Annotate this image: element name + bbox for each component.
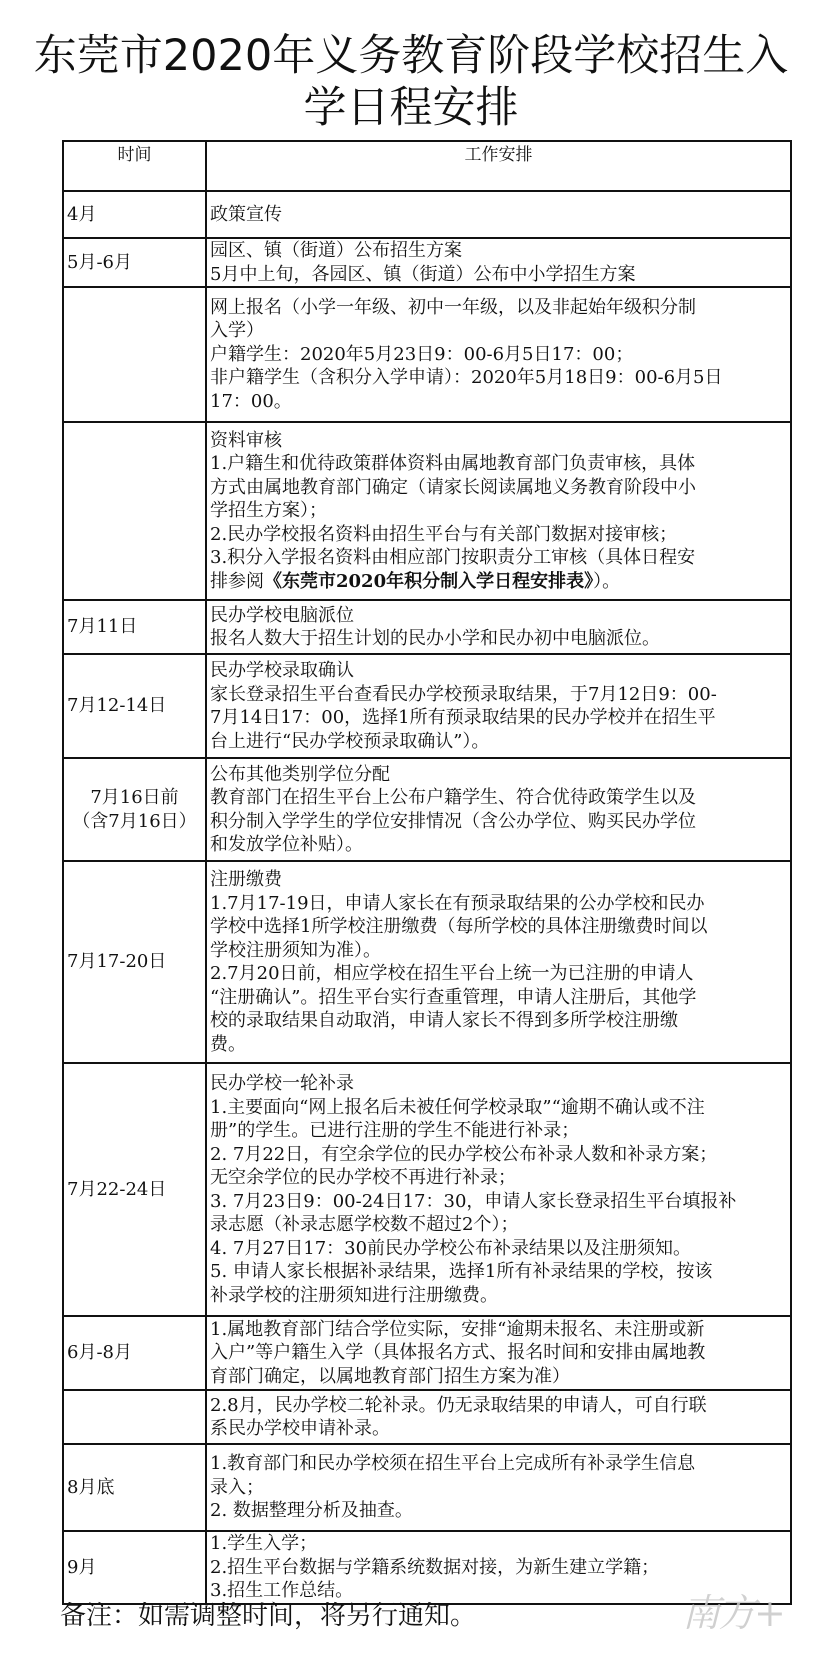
work-line: 方式由属地教育部门确定（请家长阅读属地义务教育阶段中小 [210, 476, 696, 498]
work-line: 费。 [210, 1033, 246, 1055]
document-title [0, 30, 822, 134]
header-work: 工作安排 [206, 141, 791, 191]
table-row [63, 758, 791, 861]
row-work [206, 287, 791, 422]
row-time: 9月 [63, 1531, 206, 1604]
row-work [206, 1316, 791, 1390]
work-line: 2.7月20日前，相应学校在招生平台上统一为已注册的申请人 [210, 963, 694, 984]
time-line: （含7月16日） [72, 810, 197, 832]
work-line: 户籍学生：2020年5月23日9：00-6月5日17：00； [210, 343, 634, 365]
row-time: 8月底 [63, 1444, 206, 1531]
work-text: ）。 [593, 570, 621, 592]
work-line: 17：00。 [210, 390, 292, 412]
work-line: 非户籍学生（含积分入学申请）：2020年5月18日9：00-6月5日 [210, 367, 723, 389]
work-line: 2. 7月22日，有空余学位的民办学校公布补录人数和补录方案； [210, 1143, 718, 1165]
work-line: 1.户籍生和优待政策群体资料由属地教育部门负责审核，具体 [210, 453, 696, 475]
work-line: 册”的学生。已进行注册的学生不能进行补录； [210, 1120, 580, 1141]
watermark-logo: 南方+ [682, 1591, 784, 1635]
work-line: 7月14日17：00，选择1所有预录取结果的民办学校并在招生平 [210, 707, 716, 728]
work-line: 资料审核 [210, 429, 282, 451]
row-time: 4月 [63, 191, 206, 238]
work-line: 校的录取结果自动取消，申请人家长不得到多所学校注册缴 [210, 1010, 678, 1031]
work-line: 入户”等户籍生入学（具体报名方式、报名时间和安排由属地教 [210, 1342, 706, 1364]
title-line-1: 东莞市2020年义务教育阶段学校招生入 [33, 31, 789, 81]
work-line: 系民办学校申请补录。 [210, 1418, 390, 1439]
work-line: 民办学校录取确认 [210, 660, 354, 681]
row-work [206, 1390, 791, 1444]
work-line: 3.招生工作总结。 [210, 1580, 354, 1601]
table-row [63, 600, 791, 654]
row-time: 7月12-14日 [63, 654, 206, 758]
work-line: 2.招生平台数据与学籍系统数据对接，为新生建立学籍； [210, 1556, 660, 1578]
work-line: 1.学生入学； [210, 1533, 318, 1554]
schedule-table [62, 140, 792, 1605]
row-work [206, 654, 791, 758]
work-line: 2.8月，民办学校二轮补录。仍无录取结果的申请人，可自行联 [210, 1394, 707, 1416]
work-line: 1.属地教育部门结合学位实际，安排“逾期未报名、未注册或新 [210, 1318, 705, 1340]
row-time: 7月22-24日 [63, 1063, 206, 1316]
row-work [206, 422, 791, 600]
work-line: 录志愿（补录志愿学校数不超过2个）； [210, 1214, 519, 1235]
work-line: 补录学校的注册须知进行注册缴费。 [210, 1284, 498, 1306]
row-work [206, 191, 791, 238]
table-row [63, 654, 791, 758]
header-time: 时间 [63, 141, 206, 191]
work-line: 民办学校电脑派位 [210, 604, 354, 626]
row-time [63, 1390, 206, 1444]
table-row [63, 1316, 791, 1390]
row-work [206, 1063, 791, 1316]
work-line: 台上进行“民办学校预录取确认”）。 [210, 730, 490, 752]
table-row [63, 861, 791, 1063]
table-row [63, 287, 791, 422]
table-row [63, 191, 791, 238]
work-text: 排参阅 [210, 570, 264, 592]
row-time [63, 422, 206, 600]
work-line: 民办学校一轮补录 [210, 1073, 354, 1094]
table-row [63, 1444, 791, 1531]
work-line: 学校中选择1所学校注册缴费（每所学校的具体注册缴费时间以 [210, 916, 708, 937]
row-work [206, 1444, 791, 1531]
work-line: 和发放学位补贴）。 [210, 834, 363, 855]
work-line: 积分制入学学生的学位安排情况（含公办学位、购买民办学位 [210, 810, 696, 832]
work-line: 3. 7月23日9：00-24日17：30，申请人家长登录招生平台填报补 [210, 1190, 737, 1212]
work-line: 报名人数大于招生计划的民办小学和民办初中电脑派位。 [210, 628, 660, 649]
row-work [206, 861, 791, 1063]
work-line: 2.民办学校报名资料由招生平台与有关部门数据对接审核； [210, 523, 678, 545]
work-line [210, 570, 787, 594]
work-line: 3.积分入学报名资料由相应部门按职责分工审核（具体日程安 [210, 547, 696, 569]
table-row [63, 238, 791, 287]
table-row [63, 1063, 791, 1316]
row-time: 5月-6月 [63, 238, 206, 287]
table-row [63, 422, 791, 600]
table-header-row [63, 141, 791, 191]
work-line: 公布其他类别学位分配 [210, 763, 390, 785]
work-line: 2. 数据整理分析及抽查。 [210, 1500, 413, 1522]
work-line: 注册缴费 [210, 869, 282, 890]
work-line: 网上报名（小学一年级、初中一年级，以及非起始年级积分制 [210, 296, 696, 318]
row-work [206, 600, 791, 654]
row-time [63, 758, 206, 861]
work-line: 政策宣传 [210, 203, 282, 225]
work-line: 1.主要面向“网上报名后未被任何学校录取”“逾期不确认或不注 [210, 1096, 705, 1118]
work-line: 无空余学位的民办学校不再进行补录； [210, 1167, 516, 1188]
work-line: 家长登录招生平台查看民办学校预录取结果，于7月12日9：00- [210, 683, 717, 705]
row-time: 6月-8月 [63, 1316, 206, 1390]
table-row [63, 1390, 791, 1444]
row-time: 7月17-20日 [63, 861, 206, 1063]
work-line: 学校注册须知为准）。 [210, 939, 381, 961]
title-line-2: 学日程安排 [303, 83, 519, 133]
reference-document-title: 《东莞市2020年积分制入学日程安排表》 [264, 570, 594, 592]
footnote: 备注：如需调整时间，将另行通知。 [60, 1601, 477, 1631]
work-line: 入学） [210, 320, 264, 342]
work-line: 4. 7月27日17：30前民办学校公布补录结果以及注册须知。 [210, 1237, 692, 1259]
work-line: “注册确认”。招生平台实行查重管理，申请人注册后，其他学 [210, 986, 697, 1008]
work-line: 园区、镇（街道）公布招生方案 [210, 240, 462, 261]
work-line: 录入； [210, 1476, 264, 1498]
time-line: 7月16日前 [90, 787, 179, 808]
row-time [63, 287, 206, 422]
row-time: 7月11日 [63, 600, 206, 654]
work-line: 教育部门在招生平台上公布户籍学生、符合优待政策学生以及 [210, 787, 696, 808]
row-work [206, 238, 791, 287]
work-line: 1.教育部门和民办学校须在招生平台上完成所有补录学生信息 [210, 1453, 696, 1475]
work-line: 育部门确定，以属地教育部门招生方案为准） [210, 1365, 570, 1387]
row-work [206, 758, 791, 861]
work-line: 1.7月17-19日，申请人家长在有预录取结果的公办学校和民办 [210, 892, 705, 914]
work-line: 学招生方案）； [210, 500, 327, 522]
work-line: 5. 申请人家长根据补录结果，选择1所有补录结果的学校，按该 [210, 1261, 713, 1282]
work-line: 5月中上旬，各园区、镇（街道）公布中小学招生方案 [210, 263, 636, 285]
